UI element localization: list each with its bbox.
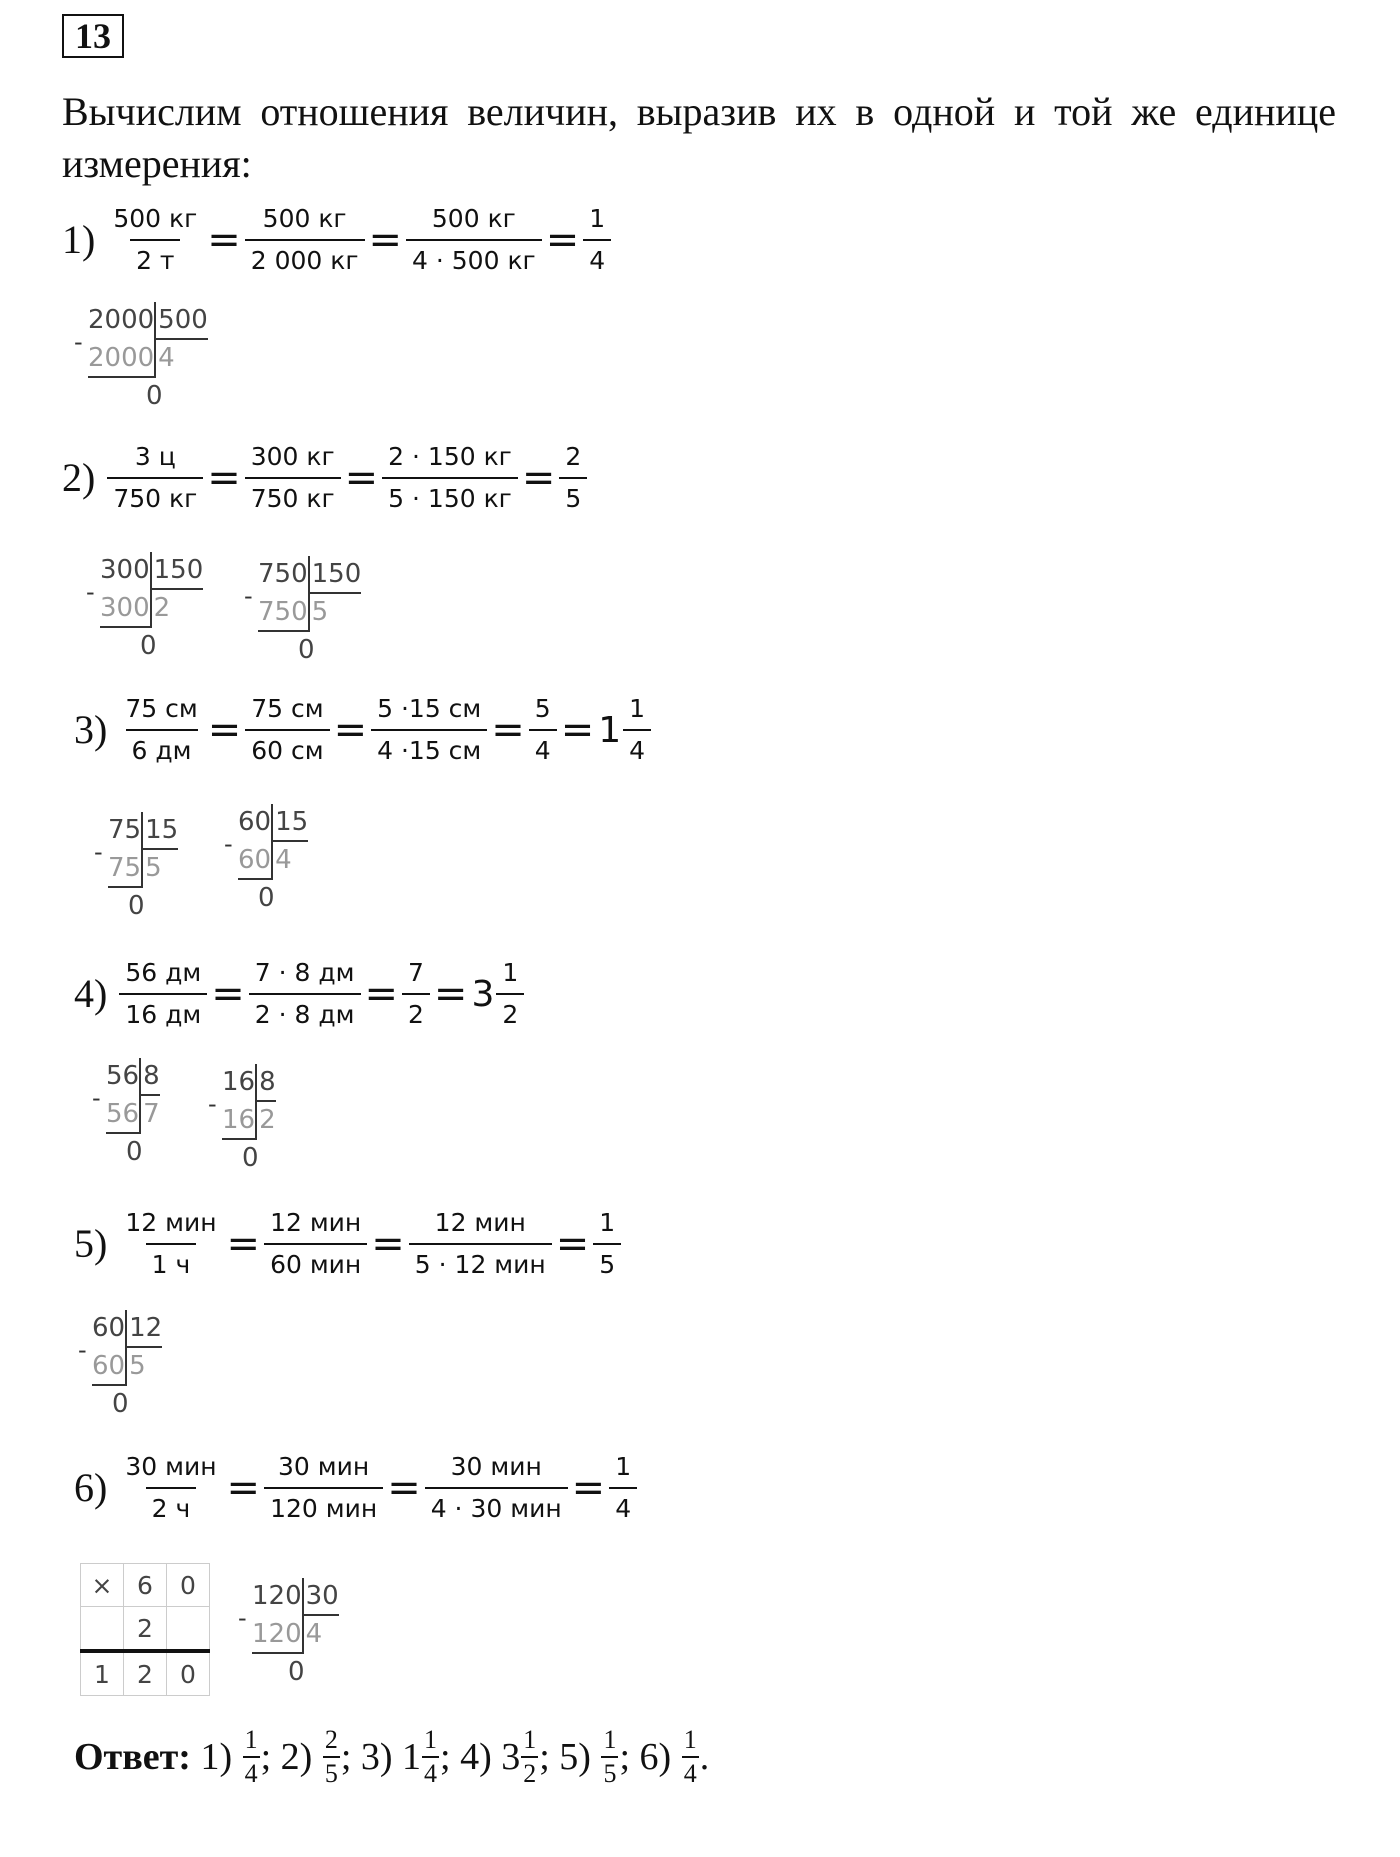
equals-sign: = [364,971,399,1017]
fraction: 2 5 [324,1725,338,1788]
fraction: $\frac{1}{4}$ [581,204,613,276]
equals-sign: = [226,1221,261,1267]
item-label: 2) [62,455,96,500]
equals-sign: = [491,707,525,753]
fraction: $\frac{1}{2}$ [494,958,526,1030]
equals-sign: = [521,455,556,501]
fraction: $\frac{5 \cdot 15 см}{4 \cdot 15 см}$ [369,694,489,766]
long-division: - 120 30 120 4 0 [252,1578,339,1690]
fraction: $\frac{1}{4}$ [621,694,653,766]
mixed-whole: 1 [598,709,622,751]
fraction: 1 2 [523,1725,537,1788]
fraction: $\frac{2}{5}$ [557,442,589,514]
long-division: - 60 15 60 4 0 [238,804,308,916]
equals-sign: = [333,707,368,753]
item-label: 3) [74,707,108,752]
fraction: $\frac{7}{2}$ [400,958,432,1030]
intro-text: Вычислим отношения величин, выразив их в одной и той же единице измерения: [62,89,1336,186]
fraction: $\frac{\text{30 мин}}{\text{4 · 30 мин}}$ [423,1452,570,1524]
fraction: $\frac{56 дм}{16 дм}$ [117,958,209,1030]
equation-4 [74,958,526,1030]
long-division: - 60 12 60 5 0 [92,1310,162,1422]
fraction: 1 4 [424,1725,438,1788]
equals-sign: = [207,217,241,263]
equals-sign: = [387,1465,421,1511]
answer-line: Ответ: 1) 1 4 ; 2) 2 5 ; 3) 1 1 4 ; 4) 3 1 2 ; 5) 1 5 ; 6) 1 4 . [74,1725,710,1788]
mixed-whole: 3 [471,973,495,1015]
fraction: $\frac{1}{4}$ [607,1452,639,1524]
long-division: - 75 15 75 5 0 [108,812,178,924]
fraction: $\frac{75 см}{60 см}$ [243,694,331,766]
item-label: 4) [74,971,108,1016]
multiply-sign: × [81,1564,124,1607]
fraction: $\frac{\text{30 мин}}{\text{120 мин}}$ [262,1452,385,1524]
equals-sign: = [555,1221,590,1267]
multiplication-table: × 6 0 2 1 2 0 [80,1563,210,1696]
fraction: $\frac{7 \cdot 8 дм}{2 \cdot 8 дм}$ [247,958,363,1030]
fraction: $\frac{2 \cdot 150 кг}{5 \cdot 150 кг}$ [380,442,520,514]
fraction: $\frac{\text{12 мин}}{\text{5 · 12 мин}}$ [407,1208,554,1280]
long-division: - 56 8 56 7 0 [106,1058,160,1170]
item-label: 1) [62,217,96,262]
equals-sign: = [371,1221,405,1267]
equation-6 [74,1452,639,1524]
equals-sign: = [545,217,580,263]
equation-5 [74,1208,623,1280]
fraction: $\frac{500 кг}{2 т}$ [113,204,198,275]
equals-sign: = [226,1465,261,1511]
long-division: - 16 8 16 2 0 [222,1064,276,1176]
answer-label: Ответ: [74,1736,191,1778]
fraction: $\frac{300 кг}{750 кг}$ [243,442,343,514]
fraction: $\frac{5}{4}$ [527,694,559,766]
fraction: $\frac{500 кг}{4 \cdot 500 кг}$ [404,204,544,276]
fraction: $\frac{\text{12 мин}}{1 ч}$ [125,1208,217,1279]
item-label: 5) [74,1221,108,1266]
fraction: $\frac{1}{5}$ [591,1208,623,1280]
equation-3 [74,694,653,766]
equals-sign: = [560,707,595,753]
fraction: $\frac{3 ц}{750 кг}$ [105,442,205,514]
equals-sign: = [211,971,245,1017]
fraction: 1 4 [683,1725,697,1788]
equals-sign: = [368,217,403,263]
fraction: 1 5 [603,1725,617,1788]
long-division: - 300 150 300 2 0 [100,552,203,664]
equals-sign: = [433,971,468,1017]
equals-sign: = [207,707,242,753]
long-division: - 2000 500 2000 4 0 [88,302,208,414]
equation-2 [62,442,589,514]
fraction: $\frac{\text{30 мин}}{2 ч}$ [125,1452,217,1523]
fraction: 1 4 [244,1725,258,1788]
long-division: - 750 150 750 5 0 [258,556,361,668]
equals-sign: = [207,455,241,501]
fraction: $\frac{\text{12 мин}}{\text{60 мин}}$ [262,1208,369,1280]
equation-1 [62,204,613,276]
fraction: $\frac{500 кг}{2 000 кг}$ [243,204,367,276]
equals-sign: = [571,1465,606,1511]
item-label: 6) [74,1465,108,1510]
task-number: 13 [62,14,124,58]
equals-sign: = [344,455,379,501]
fraction: $\frac{75 см}{6 дм}$ [125,694,198,765]
